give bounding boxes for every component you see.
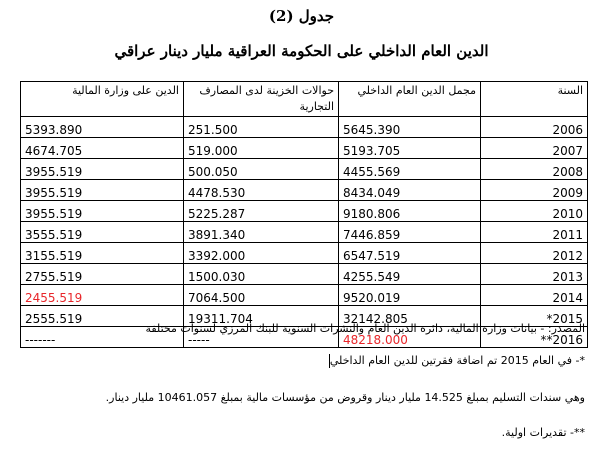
table-row bbox=[21, 201, 588, 222]
total-cell: 6547.519 bbox=[339, 243, 481, 264]
footnote-2016: **- تقديرات اولية. bbox=[501, 426, 585, 439]
footnote-2015 bbox=[326, 354, 585, 368]
ministry-cell: 2755.519 bbox=[21, 264, 184, 285]
year-cell: 2009 bbox=[481, 180, 588, 201]
ministry-cell: 3155.519 bbox=[21, 243, 184, 264]
table-row bbox=[21, 243, 588, 264]
year-cell: 2010 bbox=[481, 201, 588, 222]
table-title: الدين العام الداخلي على الحكومة العراقية مليار دينار عراقي bbox=[114, 42, 489, 60]
treasury-cell: 500.050 bbox=[184, 159, 339, 180]
treasury-cell: 7064.500 bbox=[184, 285, 339, 306]
debt-table bbox=[20, 81, 588, 348]
total-cell: 5645.390 bbox=[339, 117, 481, 138]
treasury-cell: 3891.340 bbox=[184, 222, 339, 243]
treasury-cell: 1500.030 bbox=[184, 264, 339, 285]
footnote-2015-text: *- في العام 2015 تم اضافة فقرتين للدين العام الداخلي bbox=[329, 354, 585, 367]
table-row bbox=[21, 285, 588, 306]
total-cell: 7446.859 bbox=[339, 222, 481, 243]
ministry-cell-highlighted: 2455.519 bbox=[21, 285, 184, 306]
year-cell: 2008 bbox=[481, 159, 588, 180]
ministry-cell: 5393.890 bbox=[21, 117, 184, 138]
year-cell: 2006 bbox=[481, 117, 588, 138]
ministry-cell: 2555.519 bbox=[21, 306, 184, 327]
year-cell: 2007 bbox=[481, 138, 588, 159]
total-cell: 4455.569 bbox=[339, 159, 481, 180]
treasury-cell: 251.500 bbox=[184, 117, 339, 138]
header-total-debt: مجمل الدين العام الداخلي bbox=[339, 82, 481, 117]
year-cell: 2015* bbox=[481, 306, 588, 327]
table-row bbox=[21, 138, 588, 159]
table-header-row bbox=[21, 82, 588, 117]
ministry-cell: ------- bbox=[21, 327, 184, 348]
total-cell: 5193.705 bbox=[339, 138, 481, 159]
year-cell: 2011 bbox=[481, 222, 588, 243]
header-year: السنة bbox=[481, 82, 588, 117]
table-row bbox=[21, 264, 588, 285]
source-note: المصدر: - بيانات وزارة المالية، دائرة الدين العام والنشرات السنوية للبنك المرزي لسنوات مختلفة bbox=[145, 322, 585, 335]
table-row bbox=[21, 117, 588, 138]
header-ministry-debt: الدين على وزارة المالية bbox=[21, 82, 184, 117]
footnote-2015-details: وهي سندات التسليم بمبلغ 14.525 مليار دينار وقروض من مؤسسات مالية بمبلغ 10461.057 مليار دينار. bbox=[105, 391, 585, 404]
table-row bbox=[21, 180, 588, 201]
ministry-cell: 3955.519 bbox=[21, 159, 184, 180]
treasury-cell: 4478.530 bbox=[184, 180, 339, 201]
header-treasury-bills: حوالات الخزينة لدى المصارف التجارية bbox=[184, 82, 339, 117]
treasury-cell: 519.000 bbox=[184, 138, 339, 159]
ministry-cell: 3555.519 bbox=[21, 222, 184, 243]
total-cell: 32142.805 bbox=[339, 306, 481, 327]
year-cell: 2014 bbox=[481, 285, 588, 306]
total-cell: 9520.019 bbox=[339, 285, 481, 306]
total-cell: 4255.549 bbox=[339, 264, 481, 285]
table-caption: جدول (2) bbox=[268, 7, 335, 25]
treasury-cell: 5225.287 bbox=[184, 201, 339, 222]
ministry-cell: 4674.705 bbox=[21, 138, 184, 159]
ministry-cell: 3955.519 bbox=[21, 180, 184, 201]
treasury-cell: 19311.704 bbox=[184, 306, 339, 327]
table-row bbox=[21, 159, 588, 180]
total-cell: 8434.049 bbox=[339, 180, 481, 201]
total-cell-highlighted: 48218.000 bbox=[339, 327, 481, 348]
treasury-cell: 3392.000 bbox=[184, 243, 339, 264]
year-cell: 2013 bbox=[481, 264, 588, 285]
year-cell: 2012 bbox=[481, 243, 588, 264]
year-cell: 2016** bbox=[481, 327, 588, 348]
treasury-cell: ----- bbox=[184, 327, 339, 348]
total-cell: 9180.806 bbox=[339, 201, 481, 222]
table-row bbox=[21, 222, 588, 243]
ministry-cell: 3955.519 bbox=[21, 201, 184, 222]
